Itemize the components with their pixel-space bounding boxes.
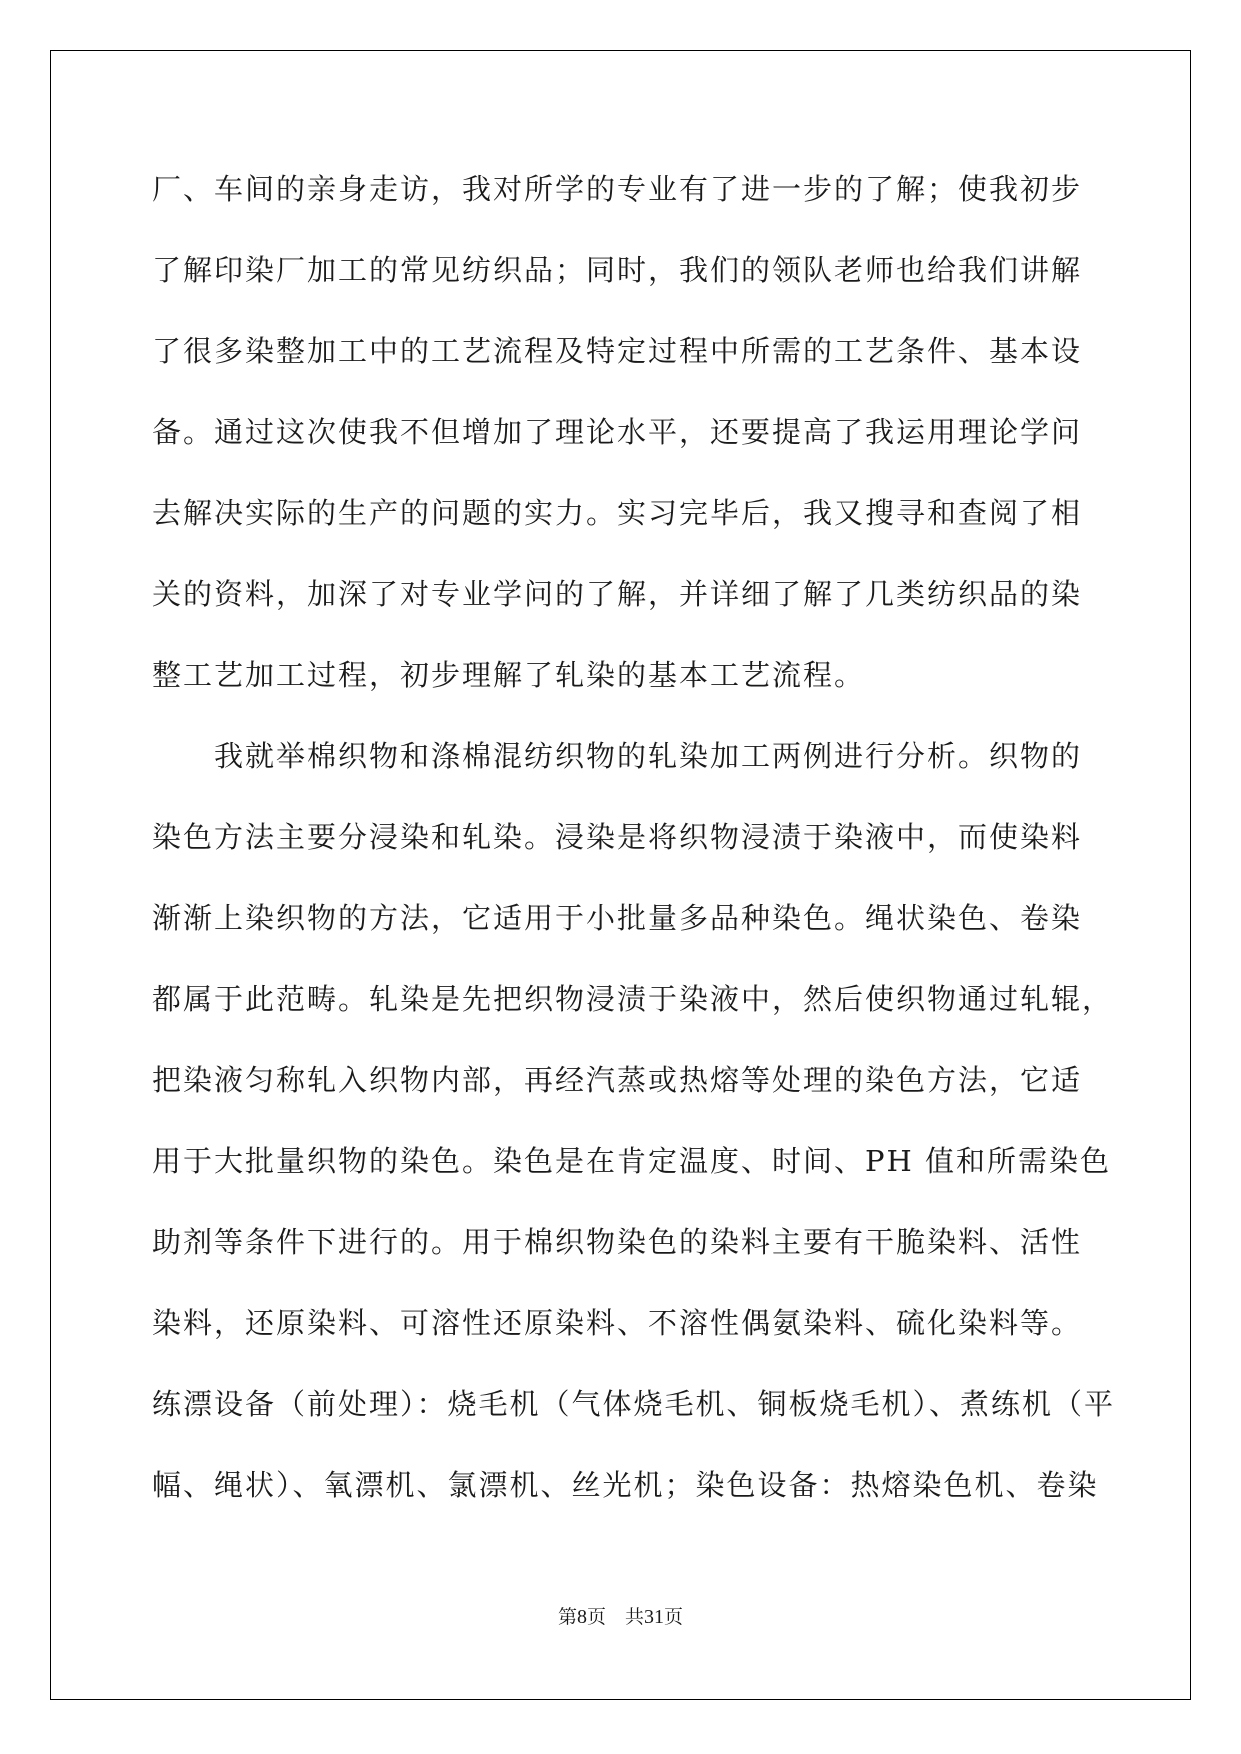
- text-line: 去解决实际的生产的问题的实力。实习完毕后，我又搜寻和查阅了相: [152, 496, 1083, 530]
- text-line: 渐渐上染织物的方法，它适用于小批量多品种染色。绳状染色、卷染: [152, 901, 1083, 935]
- paragraph-first-line: 我就举棉织物和涤棉混纺织物的轧染加工两例进行分析。织物的: [214, 739, 1083, 773]
- text-line: 了很多染整加工中的工艺流程及特定过程中所需的工艺条件、基本设: [152, 334, 1083, 368]
- text-line: 染色方法主要分浸染和轧染。浸染是将织物浸渍于染液中，而使染料: [152, 820, 1083, 854]
- text-line: 备。通过这次使我不但增加了理论水平，还要提高了我运用理论学问: [152, 415, 1083, 449]
- text-line: 把染液匀称轧入织物内部，再经汽蒸或热熔等处理的染色方法，它适: [152, 1063, 1083, 1097]
- document-body: [152, 160, 1116, 1537]
- text-line: 都属于此范畴。轧染是先把织物浸渍于染液中，然后使织物通过轧辊，: [152, 982, 1114, 1016]
- page-suffix: 页: [664, 1606, 684, 1628]
- text-line: 整工艺加工过程，初步理解了轧染的基本工艺流程。: [152, 658, 866, 692]
- page-mid-text: 页 共: [586, 1606, 644, 1628]
- total-page-number: 31: [644, 1606, 664, 1628]
- page-number-footer: [0, 1602, 1241, 1629]
- text-line: 助剂等条件下进行的。用于棉织物染色的染料主要有干脆染料、活性: [152, 1225, 1083, 1259]
- text-line: 了解印染厂加工的常见纺织品；同时，我们的领队老师也给我们讲解: [152, 253, 1083, 287]
- text-line: 幅、绳状）、氧漂机、氯漂机、丝光机；染色设备：热熔染色机、卷染: [152, 1468, 1099, 1502]
- text-line: 关的资料，加深了对专业学问的了解，并详细了解了几类纺织品的染: [152, 577, 1083, 611]
- text-line: 厂、车间的亲身走访，我对所学的专业有了进一步的了解；使我初步: [152, 172, 1083, 206]
- page-prefix: 第: [557, 1606, 577, 1628]
- current-page-number: 8: [576, 1606, 587, 1628]
- text-line: 染料，还原染料、可溶性还原染料、不溶性偶氨染料、硫化染料等。: [152, 1306, 1083, 1340]
- text-line: 用于大批量织物的染色。染色是在肯定温度、时间、PH 值和所需染色: [152, 1144, 1112, 1178]
- text-line: 练漂设备（前处理）：烧毛机（气体烧毛机、铜板烧毛机）、煮练机（平: [152, 1387, 1116, 1421]
